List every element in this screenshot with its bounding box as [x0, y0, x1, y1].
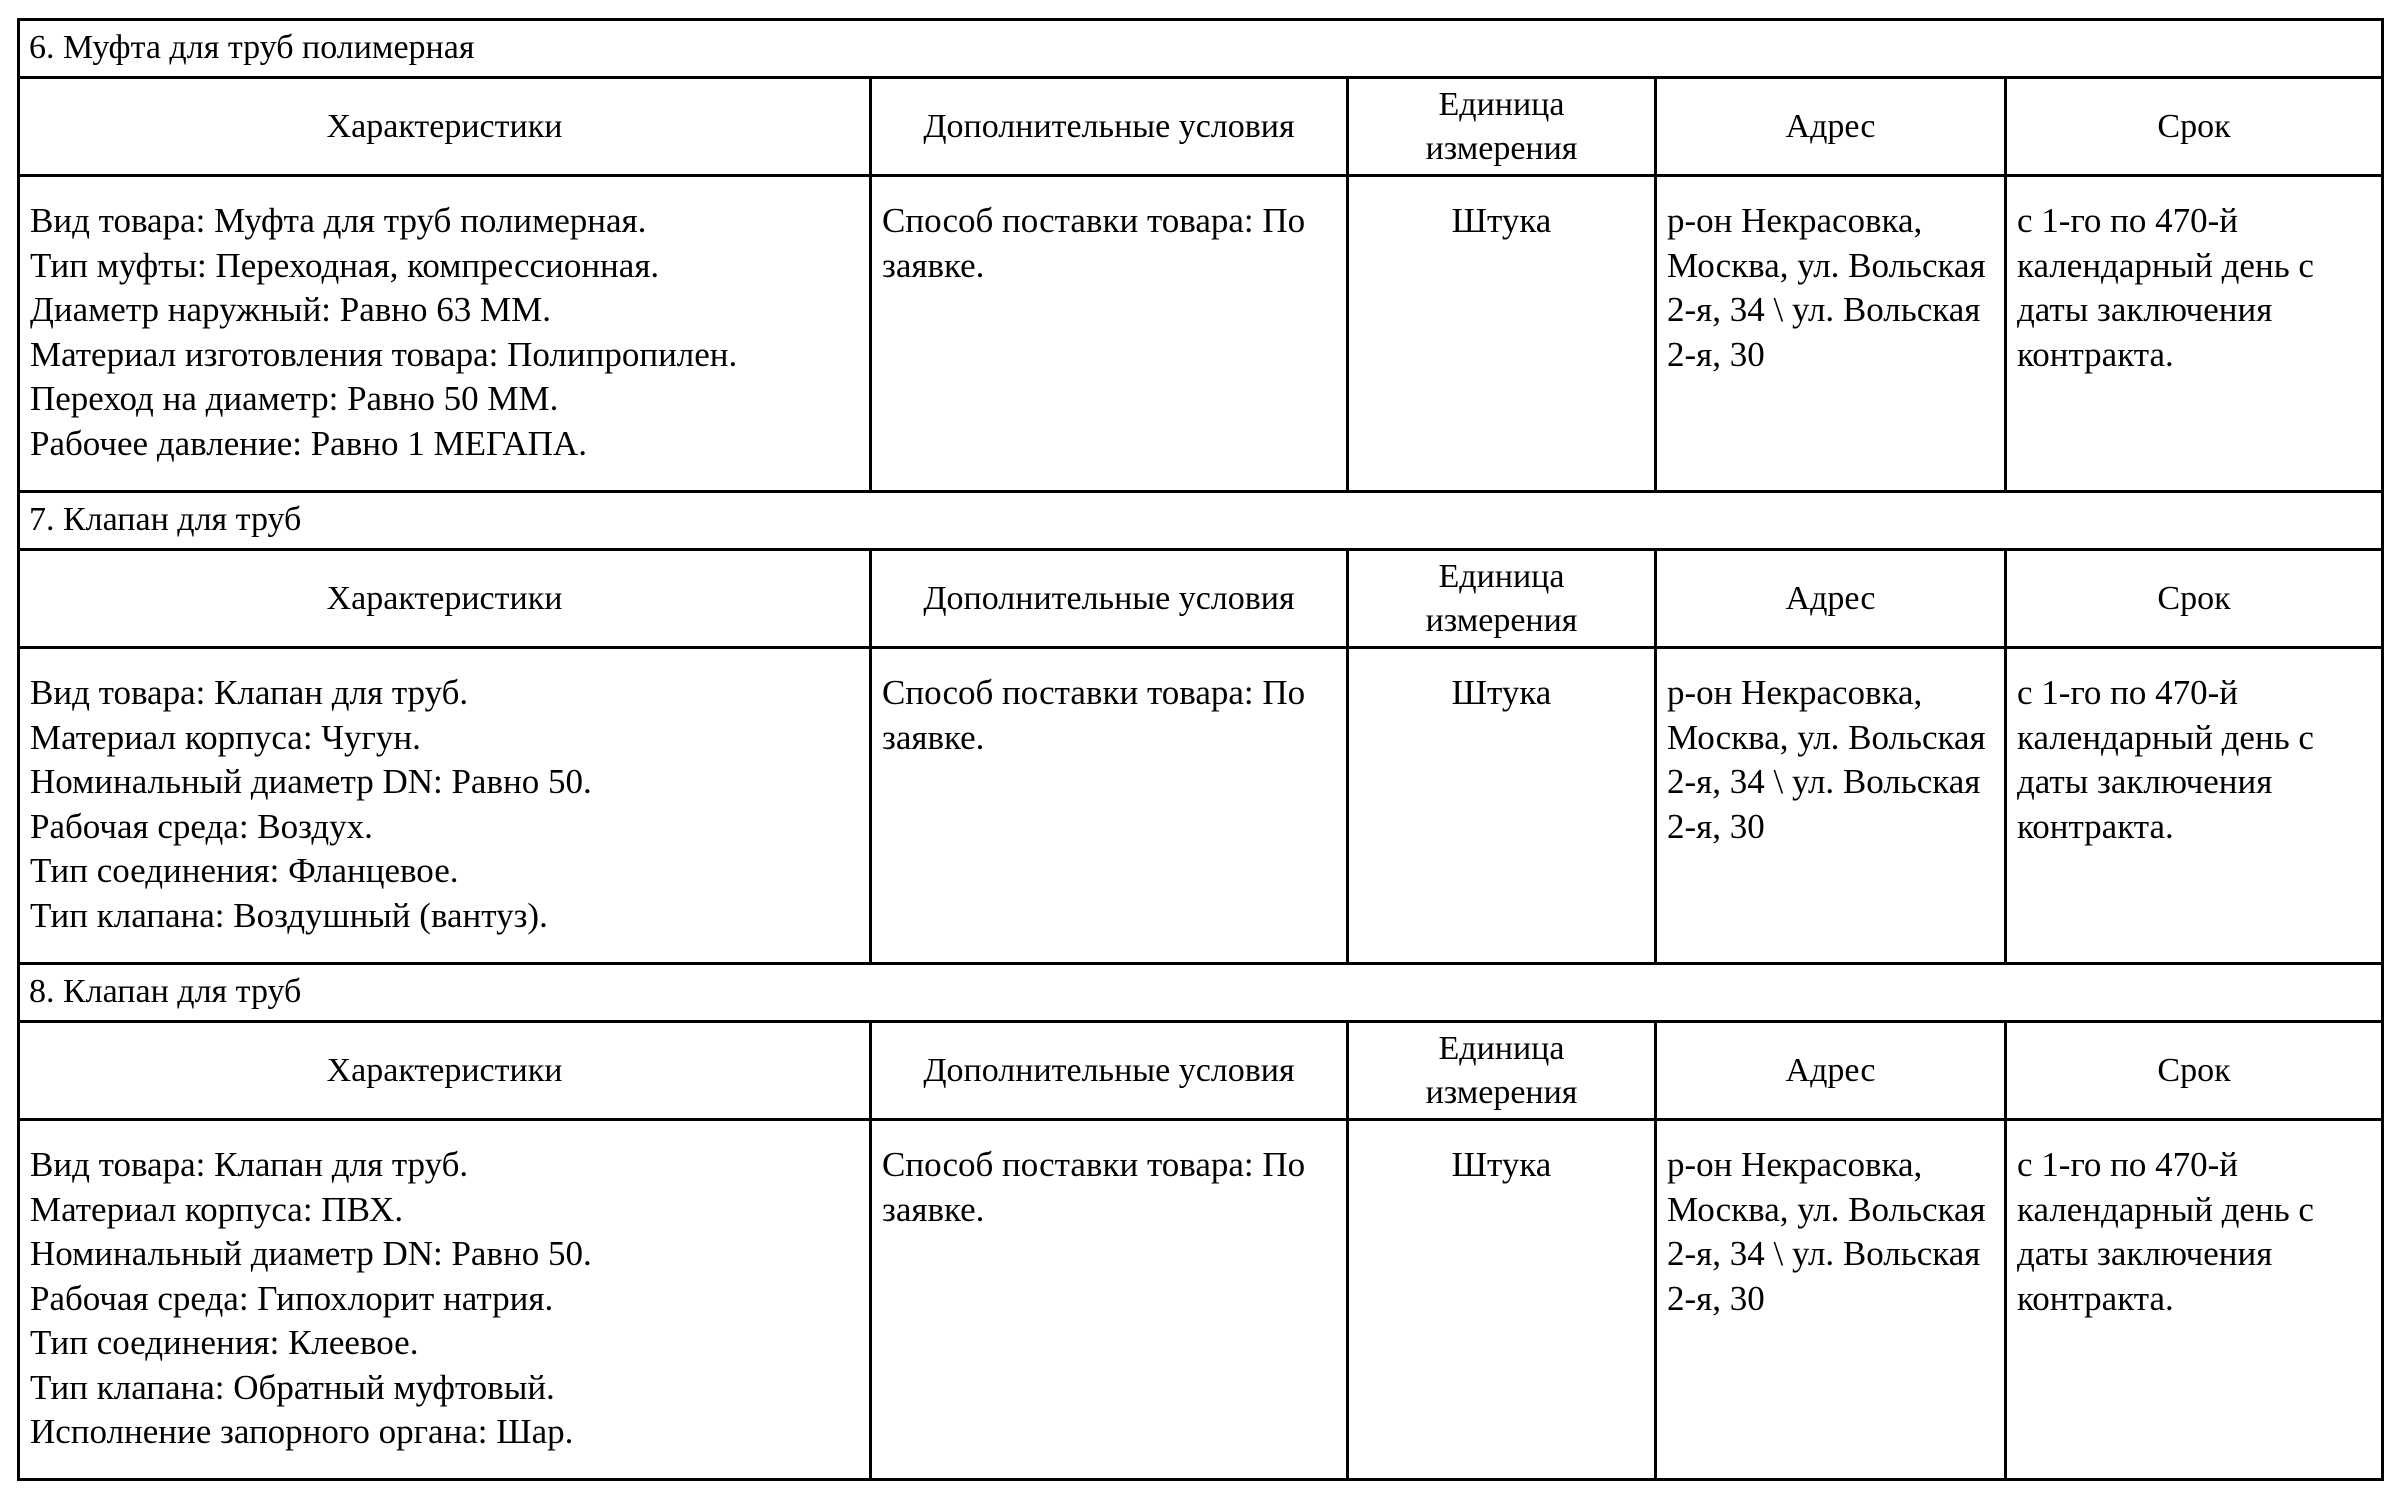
unit-cell: Штука — [1348, 176, 1656, 492]
specification-table — [17, 18, 2384, 1481]
header-characteristics: Характеристики — [19, 550, 871, 648]
characteristic-line: Рабочая среда: Воздух. — [30, 806, 373, 846]
header-address: Адрес — [1656, 550, 2006, 648]
characteristic-line: Вид товара: Клапан для труб. — [30, 673, 469, 712]
item-body-row — [19, 176, 2383, 492]
term-cell: с 1-го по 470-й календарный день с даты заключения контракта. — [2006, 176, 2383, 492]
header-address: Адрес — [1656, 78, 2006, 176]
header-unit-line1: Единица — [1438, 85, 1565, 123]
characteristic-line: Материал корпуса: Чугун. — [30, 717, 421, 757]
header-term: Срок — [2006, 550, 2383, 648]
characteristic-line: Рабочая среда: Гипохлорит натрия. — [30, 1278, 554, 1318]
item-body-row — [19, 648, 2383, 964]
header-term: Срок — [2006, 1022, 2383, 1120]
header-unit-line2: измерения — [1425, 129, 1578, 167]
characteristics-cell — [19, 648, 871, 964]
characteristic-line: Диаметр наружный: Равно 63 ММ. — [30, 290, 552, 329]
characteristic-line: Тип клапана: Воздушный (вантуз). — [30, 895, 548, 935]
header-unit — [1348, 550, 1656, 648]
header-address: Адрес — [1656, 1022, 2006, 1120]
item-title: 8. Клапан для труб — [19, 964, 2383, 1022]
characteristics-cell — [19, 1120, 871, 1480]
column-header-row — [19, 1022, 2383, 1120]
header-unit-line1: Единица — [1438, 557, 1565, 595]
header-conditions: Дополнительные условия — [871, 550, 1348, 648]
header-conditions: Дополнительные условия — [871, 78, 1348, 176]
header-unit-line2: измерения — [1425, 601, 1578, 639]
item-title: 6. Муфта для труб полимерная — [19, 20, 2383, 78]
unit-cell: Штука — [1348, 1120, 1656, 1480]
item-title: 7. Клапан для труб — [19, 492, 2383, 550]
conditions-cell: Способ поставки товара: По заявке. — [871, 176, 1348, 492]
item-title-row — [19, 964, 2383, 1022]
header-unit-line2: измерения — [1425, 1073, 1578, 1111]
conditions-cell: Способ поставки товара: По заявке. — [871, 1120, 1348, 1480]
characteristic-line: Вид товара: Клапан для труб. — [30, 1145, 469, 1184]
characteristic-line: Вид товара: Муфта для труб полимерная. — [30, 201, 647, 240]
item-body-row — [19, 1120, 2383, 1480]
header-unit-line1: Единица — [1438, 1029, 1565, 1067]
header-unit — [1348, 78, 1656, 176]
term-cell: с 1-го по 470-й календарный день с даты заключения контракта. — [2006, 1120, 2383, 1480]
characteristic-line: Тип соединения: Клеевое. — [30, 1323, 419, 1362]
characteristic-line: Тип клапана: Обратный муфтовый. — [30, 1367, 555, 1407]
characteristic-line: Тип муфты: Переходная, компрессионная. — [30, 245, 660, 285]
column-header-row — [19, 78, 2383, 176]
characteristic-line: Номинальный диаметр DN: Равно 50. — [30, 1234, 592, 1273]
characteristic-line: Рабочее давление: Равно 1 МЕГАПА. — [30, 423, 587, 463]
characteristic-line: Тип соединения: Фланцевое. — [30, 851, 459, 890]
address-cell: р-он Некрасовка, Москва, ул. Вольская 2-я, 34 \ ул. Вольская 2-я, 30 — [1656, 648, 2006, 964]
characteristic-line: Материал корпуса: ПВХ. — [30, 1189, 404, 1229]
header-conditions: Дополнительные условия — [871, 1022, 1348, 1120]
conditions-cell: Способ поставки товара: По заявке. — [871, 648, 1348, 964]
item-title-row — [19, 20, 2383, 78]
unit-cell: Штука — [1348, 648, 1656, 964]
column-header-row — [19, 550, 2383, 648]
characteristic-line: Переход на диаметр: Равно 50 ММ. — [30, 379, 559, 418]
characteristic-line: Материал изготовления товара: Полипропилен. — [30, 334, 738, 374]
header-characteristics: Характеристики — [19, 1022, 871, 1120]
characteristic-line: Исполнение запорного органа: Шар. — [30, 1412, 574, 1451]
characteristic-line: Номинальный диаметр DN: Равно 50. — [30, 762, 592, 801]
header-term: Срок — [2006, 78, 2383, 176]
term-cell: с 1-го по 470-й календарный день с даты заключения контракта. — [2006, 648, 2383, 964]
characteristics-cell — [19, 176, 871, 492]
address-cell: р-он Некрасовка, Москва, ул. Вольская 2-я, 34 \ ул. Вольская 2-я, 30 — [1656, 176, 2006, 492]
address-cell: р-он Некрасовка, Москва, ул. Вольская 2-я, 34 \ ул. Вольская 2-я, 30 — [1656, 1120, 2006, 1480]
header-unit — [1348, 1022, 1656, 1120]
header-characteristics: Характеристики — [19, 78, 871, 176]
item-title-row — [19, 492, 2383, 550]
